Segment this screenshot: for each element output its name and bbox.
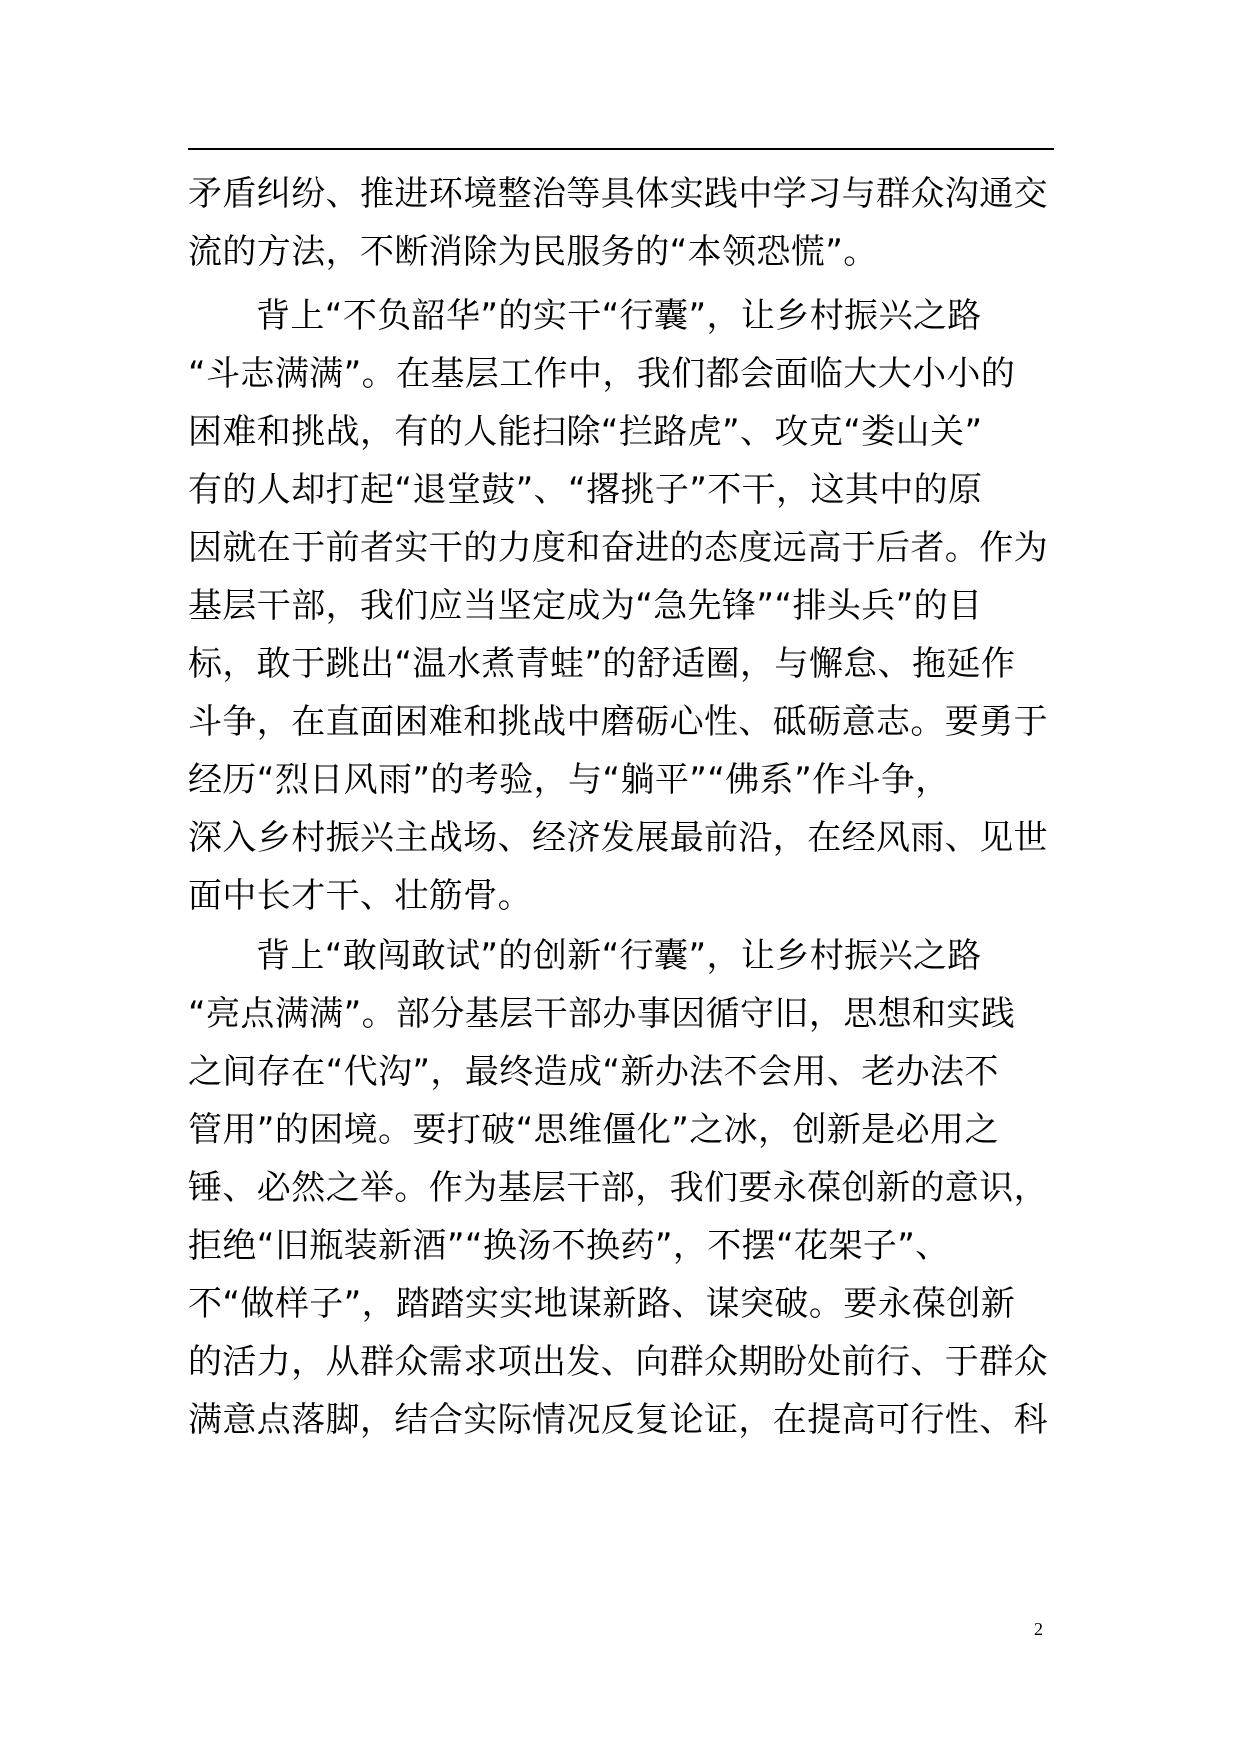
body-line-18: 锤、必然之举。作为基层干部，我们要永葆创新的意识， — [188, 1168, 1048, 1208]
page-number: 2 — [1034, 1619, 1043, 1639]
body-line-13: 面中长才干、壮筋骨。 — [188, 876, 532, 916]
body-line-10: 斗争，在直面困难和挑战中磨砺心性、砥砺意志。要勇于 — [188, 702, 1048, 742]
body-line-8: 基层干部，我们应当坚定成为“急先锋”“排头兵”的目 — [188, 586, 983, 626]
body-line-16: 之间存在“代沟”，最终造成“新办法不会用、老办法不 — [188, 1052, 999, 1092]
paragraph-3-line-1: 背上“敢闯敢试”的创新“行囊”，让乡村振兴之路 — [256, 936, 982, 976]
body-line-11: 经历“烈日风雨”的考验，与“躺平”“佛系”作斗争， — [188, 760, 950, 800]
body-line-5: 困难和挑战，有的人能扫除“拦路虎”、攻克“娄山关” — [188, 412, 983, 452]
paragraph-2-line-1: 背上“不负韶华”的实干“行囊”，让乡村振兴之路 — [256, 296, 982, 336]
body-line-12: 深入乡村振兴主战场、经济发展最前沿，在经风雨、见世 — [188, 818, 1048, 858]
body-line-21: 的活力，从群众需求项出发、向群众期盼处前行、于群众 — [188, 1342, 1048, 1382]
body-line-6: 有的人却打起“退堂鼓”、“撂挑子”不干，这其中的原 — [188, 470, 983, 510]
body-line-22: 满意点落脚，结合实际情况反复论证，在提高可行性、科 — [188, 1400, 1048, 1440]
header-rule — [188, 148, 1054, 150]
body-line-2: 流的方法，不断消除为民服务的“本领恐慌”。 — [188, 232, 878, 272]
body-line-1: 矛盾纠纷、推进环境整治等具体实践中学习与群众沟通交 — [188, 174, 1048, 214]
body-line-4: “斗志满满”。在基层工作中，我们都会面临大大小小的 — [188, 354, 1016, 394]
body-line-19: 拒绝“旧瓶装新酒”“换汤不换药”，不摆“花架子”、 — [188, 1226, 950, 1266]
body-line-15: “亮点满满”。部分基层干部办事因循守旧，思想和实践 — [188, 994, 1016, 1034]
body-line-20: 不“做样子”，踏踏实实地谋新路、谋突破。要永葆创新 — [188, 1284, 1016, 1324]
body-line-7: 因就在于前者实干的力度和奋进的态度远高于后者。作为 — [188, 528, 1048, 568]
body-line-9: 标，敢于跳出“温水煮青蛙”的舒适圈，与懈怠、拖延作 — [188, 644, 1016, 684]
body-line-17: 管用”的困境。要打破“思维僵化”之冰，创新是必用之 — [188, 1110, 999, 1150]
